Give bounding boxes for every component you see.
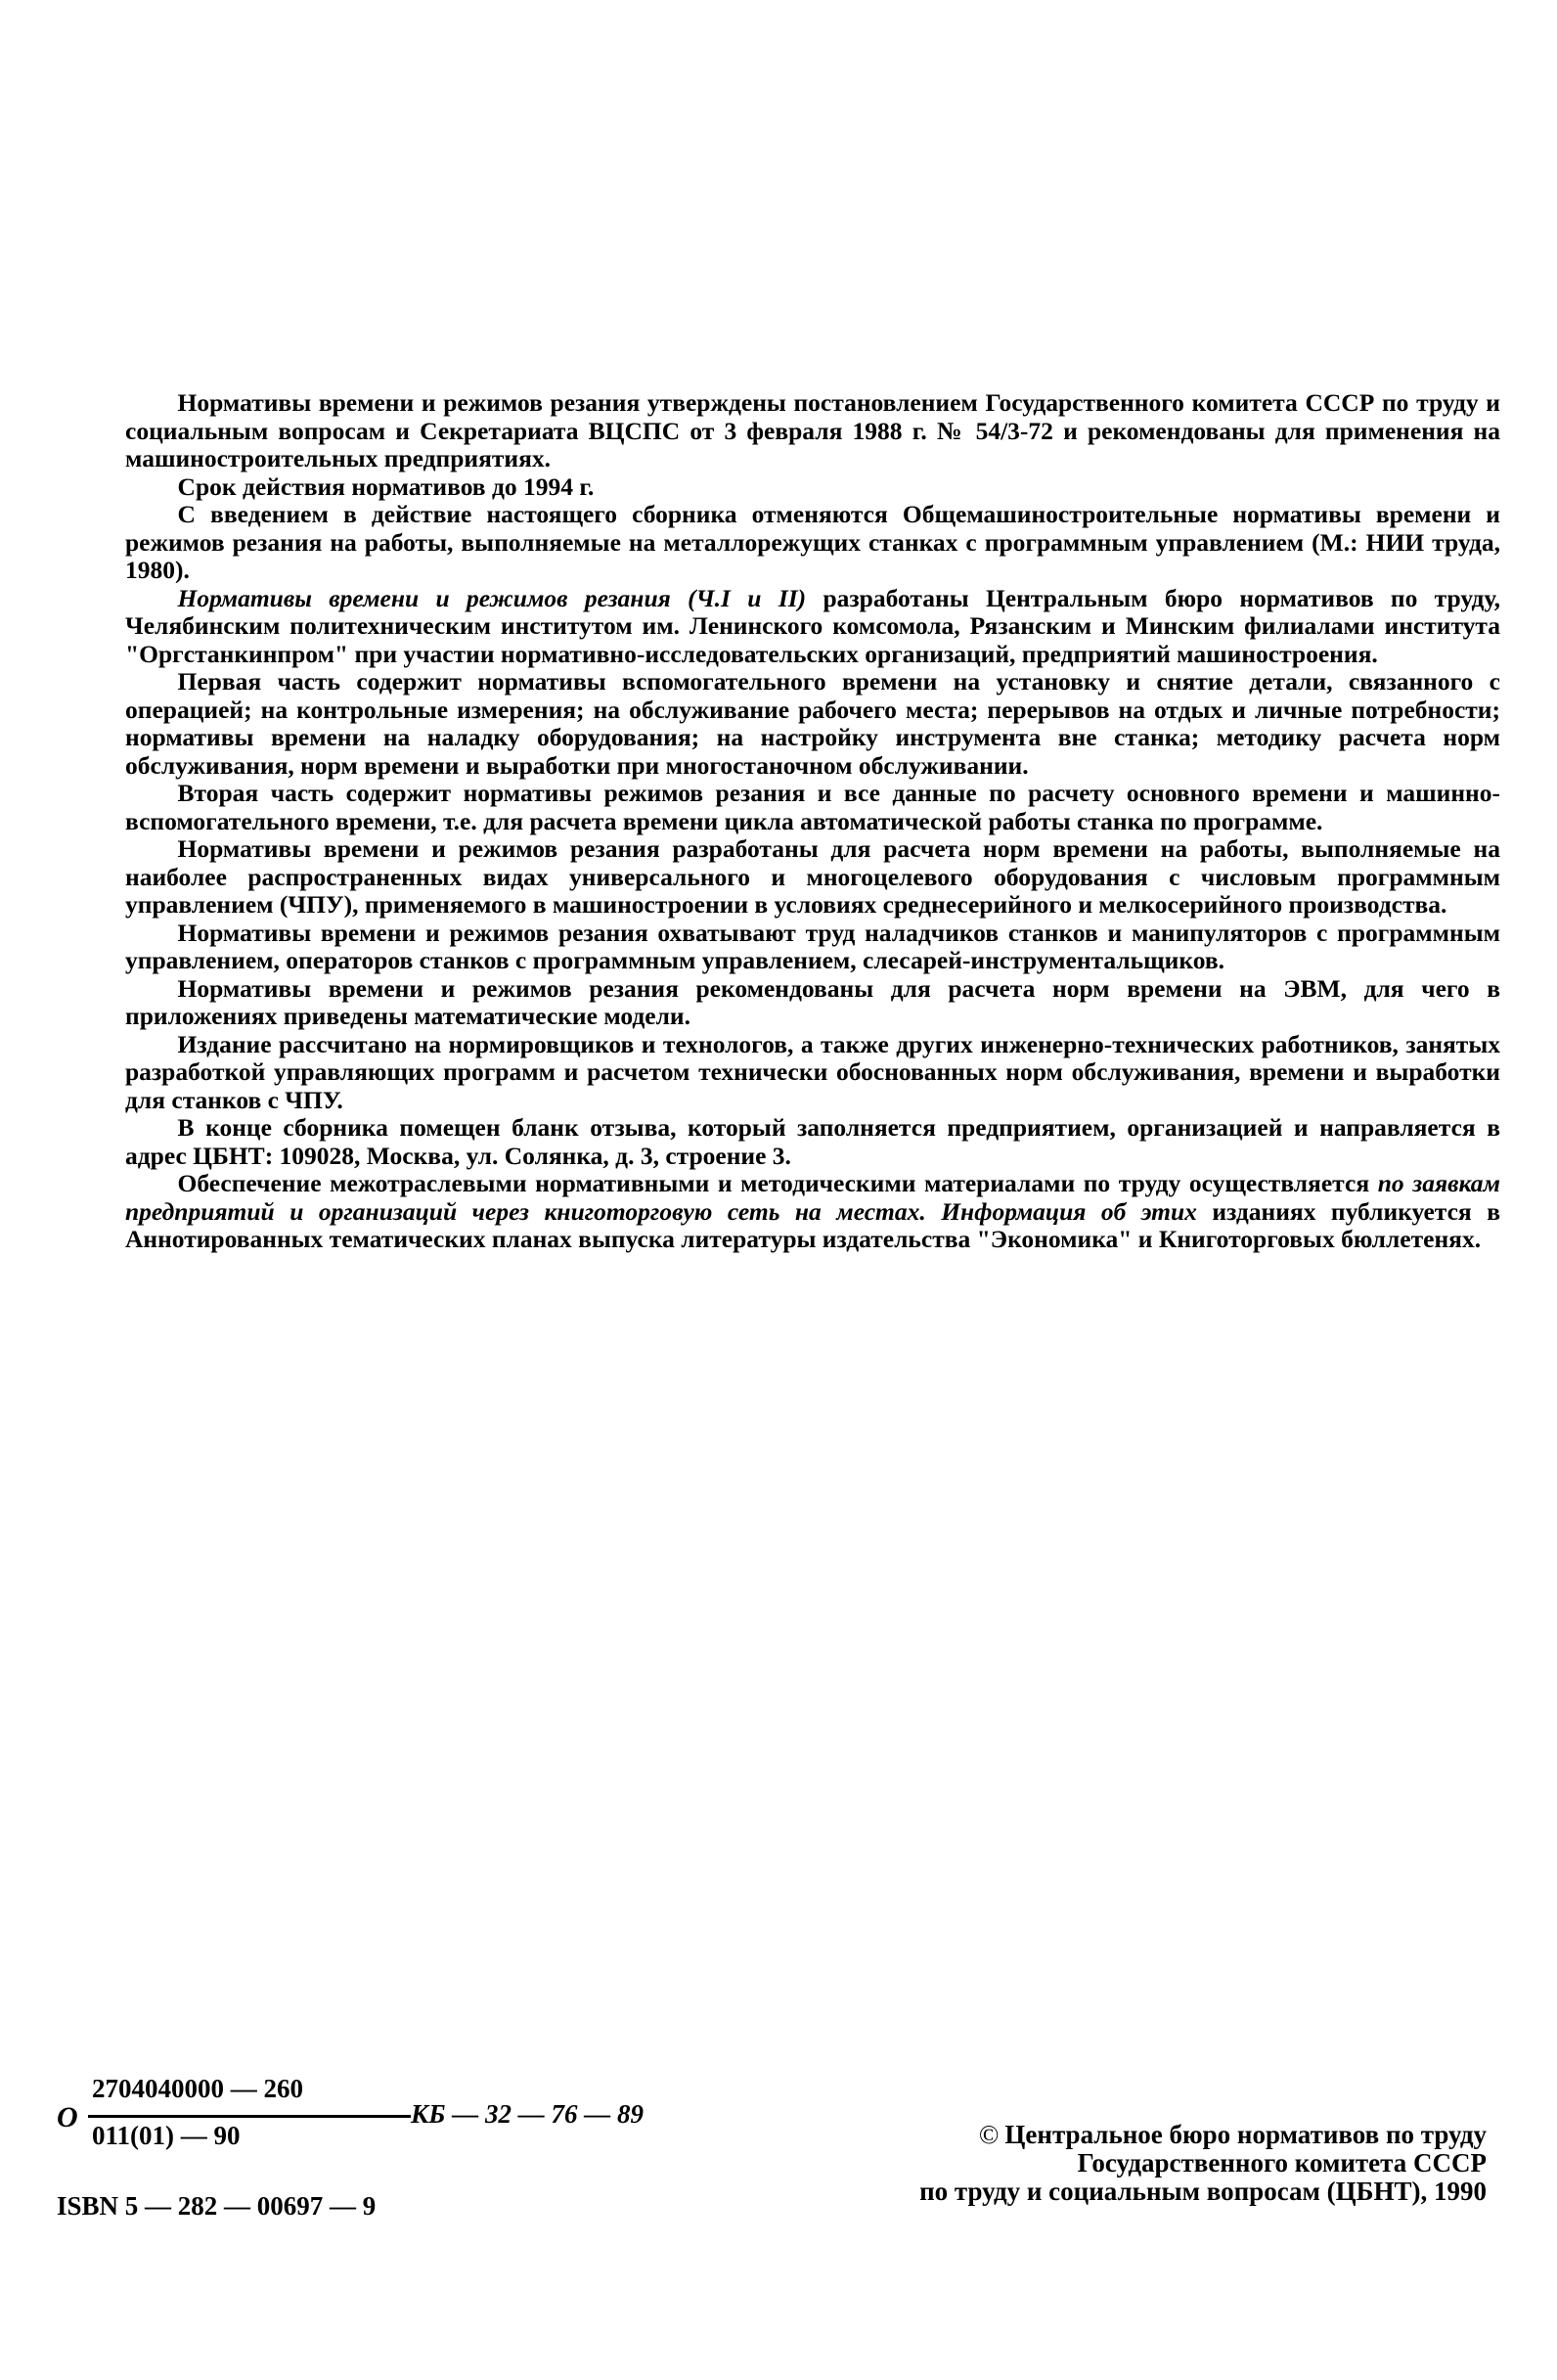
paragraph-scope: Нормативы времени и режимов резания разработаны для расчета норм времени на работы, выполняемые на наиболее распространенных видах универсального и многоцелевого оборудования с числовым программным управлением (ЧПУ), применяемого в машиностроении в условиях среднесерийного и мелкосерийного производства. [125,834,1500,919]
paragraph-computer: Нормативы времени и режимов резания рекомендованы для расчета норм времени на ЭВМ, для чего в приложениях приведены математические модели. [125,973,1500,1030]
fraction-prefix: О [57,2101,78,2133]
isbn: ISBN 5 — 282 — 00697 — 9 [57,2191,377,2221]
paragraph-feedback: В конце сборника помещен бланк отзыва, который заполняется предприятием, организацией и направляется в адрес ЦБНТ: 109028, Москва, ул. Солянка, д. 3, строение 3. [125,1113,1500,1170]
paragraph-coverage: Нормативы времени и режимов резания охватывают труд наладчиков станков и манипуляторов с программным управлением, операторов станков с программным управлением, слесарей-инструментальщиков. [125,918,1500,974]
paragraph-validity: Срок действия нормативов до 1994 г. [177,472,595,501]
copyright-text-1: Центральное бюро нормативов по труду [1004,2120,1487,2149]
paragraph-part-one: Первая часть содержит нормативы вспомогательного времени на установку и снятие детали, связанного с операцией; на контрольные измерения; на обслуживание рабочего места; перерывов на отдых и личные потребности; нормативы времени на наладку оборудования; на настройку инструмента вне станка; методику расчета норм обслуживания, норм времени и выработки при многостаночном обслуживании. [125,667,1500,780]
paragraph-distribution [125,1170,1500,1254]
distribution-end: изданиях публикуется в Аннотированных тематических планах выпуска литературы издательства "Экономика" и Книготорговых бюллетенях. [125,1196,1500,1253]
paragraph-part-two: Вторая часть содержит нормативы режимов резания и все данные по расчету основного времени и машинно-вспомогательного времени, т.е. для расчета времени цикла автоматической работы станка по программе. [125,779,1500,835]
paragraph-developers [125,585,1500,669]
paragraph-audience: Издание рассчитано на нормировщиков и технологов, а также других инженерно-технических работников, занятых разработкой управляющих программ и расчетом технически обоснованных норм обслуживания, времени и выработки для станков с ЧПУ. [125,1029,1500,1114]
fraction-numerator: 2704040000 — 260 [92,2074,303,2103]
copyright-line-2: Государственного комитета СССР [1077,2148,1487,2178]
distribution-italic: по заявкам предприятий и организаций через книготорговую сеть на местах. Информация об этих [125,1169,1500,1226]
developers-lead: Нормативы времени и режимов резания (Ч.I и II) [177,583,807,612]
fraction-bar [88,2115,411,2118]
distribution-start: Обеспечение межотраслевыми нормативными и методическими материалами по труду осуществляется [177,1169,1370,1197]
copyright-line-3: по труду и социальным вопросам (ЦБНТ), 1990 [919,2177,1487,2206]
fraction-denominator: 011(01) — 90 [92,2121,241,2150]
copyright-block [861,2121,1487,2206]
catalog-fraction [57,2074,683,2181]
copyright-line-1 [861,2121,1487,2149]
catalog-code: КБ — 32 — 76 — 89 [411,2099,644,2129]
paragraph-approval: Нормативы времени и режимов резания утверждены постановлением Государственного комитета СССР по труду и социальным вопросам и Секретариата ВЦСПС от 3 февраля 1988 г. № 54/3-72 и рекомендованы для применения на машиностроительных предприятиях. [125,388,1500,472]
body-text [125,389,1500,1254]
developers-rest: разработаны Центральным бюро нормативов по труду, Челябинским политехническим институтом им. Ленинского комсомола, Рязанским и Минским филиалами института "Оргстанкинпром" при участии нормативно-исследовательских организаций, предприятий машиностроения. [125,583,1500,668]
copyright-icon: © [978,2120,1000,2149]
paragraph-replacement: С введением в действие настоящего сборника отменяются Общемашиностроительные нормативы времени и режимов резания на работы, выполняемые на металлорежущих станках с программным управлением (М.: НИИ труда, 1980). [125,500,1500,584]
